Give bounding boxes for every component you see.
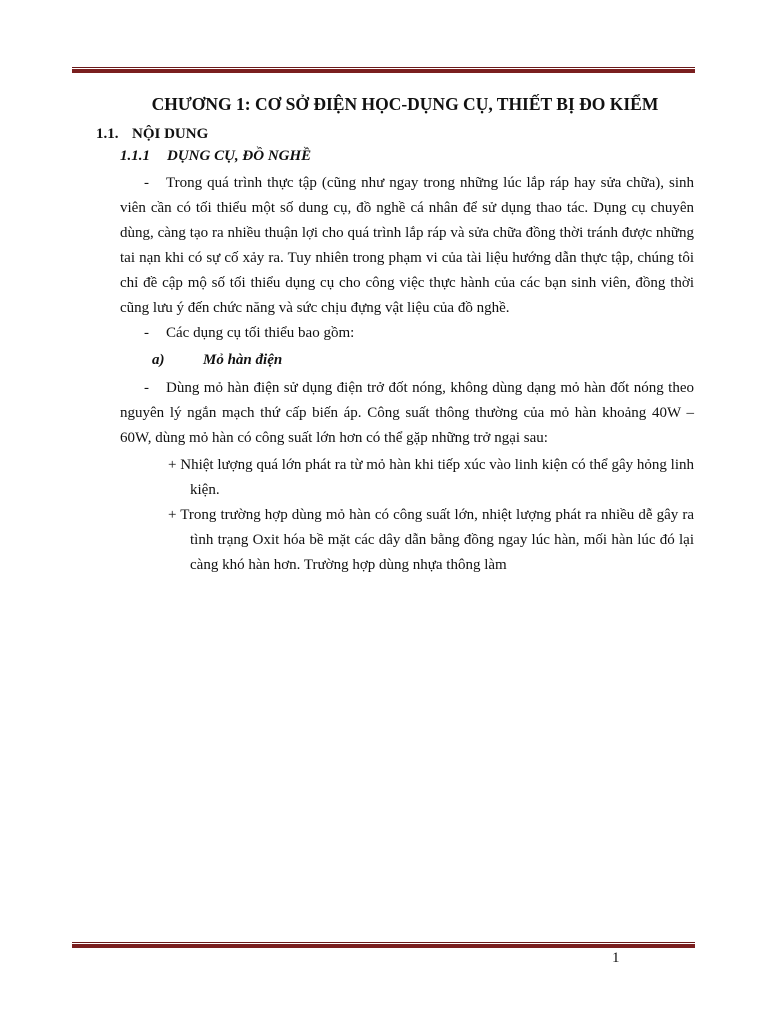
bullet-item-1-text: + Nhiệt lượng quá lớn phát ra từ mỏ hàn khi tiếp xúc vào linh kiện có thể gây hỏng linh kiện. xyxy=(168,457,694,498)
paragraph-list-intro-text: Các dụng cụ tối thiểu bao gồm: xyxy=(166,325,355,341)
section-heading xyxy=(96,123,694,145)
paragraph-soldering xyxy=(120,376,694,451)
header-rule xyxy=(72,67,695,73)
page-content xyxy=(96,94,694,578)
chapter-title: CHƯƠNG 1: CƠ SỞ ĐIỆN HỌC-DỤNG CỤ, THIẾT BỊ ĐO KIỂM xyxy=(151,94,659,114)
header-rule-thick xyxy=(72,69,695,73)
item-a-title: Mỏ hàn điện xyxy=(203,352,283,368)
footer-rule-thick xyxy=(72,944,695,948)
item-heading-a xyxy=(152,348,694,373)
paragraph-intro xyxy=(120,171,694,321)
item-a-label: a) xyxy=(152,352,165,368)
header-rule-thin xyxy=(72,67,695,68)
paragraph-dash: - xyxy=(144,325,149,341)
bullet-item-1 xyxy=(168,453,694,503)
paragraph-dash: - xyxy=(144,175,149,191)
paragraph-soldering-text: Dùng mỏ hàn điện sử dụng điện trở đốt nóng, không dùng dạng mỏ hàn đốt nóng theo nguyên lý ngắn mạch thứ cấp biến áp. Công suất thông thường của mỏ hàn khoảng 40W – 60W, dùng mỏ hàn có công suất lớn hơn có thể gặp những trở ngại sau: xyxy=(120,380,694,446)
subsection-number: 1.1.1 xyxy=(120,148,150,164)
subsection-title: DỤNG CỤ, ĐỒ NGHỀ xyxy=(167,148,312,164)
paragraph-intro-text: Trong quá trình thực tập (cũng như ngay trong những lúc lắp ráp hay sửa chữa), sinh viên cần có tối thiểu một số dung cụ, đồ nghề cá nhân để sử dụng thao tác. Dụng cụ chuyên dùng, càng tạo ra nhiều thuận lợi cho quá trình lắp ráp và sửa chữa đồng thời tránh được những tai nạn khi có sự cố xảy ra. Tuy nhiên trong phạm vi của tài liệu hướng dẫn thực tập, chúng tôi chỉ đề cập mộ số tối thiểu dụng cụ cho công việc thực hành của các bạn sinh viên, đồng thời cũng lưu ý đến chức năng và sức chịu đựng vật liệu của đồ nghề. xyxy=(120,175,694,316)
page-number: 1 xyxy=(612,950,620,966)
bullet-item-2-text: + Trong trường hợp dùng mỏ hàn có công suất lớn, nhiệt lượng phát ra nhiều dễ gây ra tình trạng Oxit hóa bề mặt các dây dẫn bằng đồng ngay lúc hàn, mối hàn lúc đó lại càng khó hàn hơn. Trường hợp dùng nhựa thông làm xyxy=(168,507,694,573)
paragraph-list-intro xyxy=(120,321,694,346)
section-number: 1.1. xyxy=(96,126,119,142)
section-title: NỘI DUNG xyxy=(132,126,209,142)
footer-rule xyxy=(72,942,695,948)
subsection-heading xyxy=(120,145,694,167)
bullet-item-2 xyxy=(168,503,694,578)
footer-rule-thin xyxy=(72,942,695,943)
paragraph-dash: - xyxy=(144,380,149,396)
